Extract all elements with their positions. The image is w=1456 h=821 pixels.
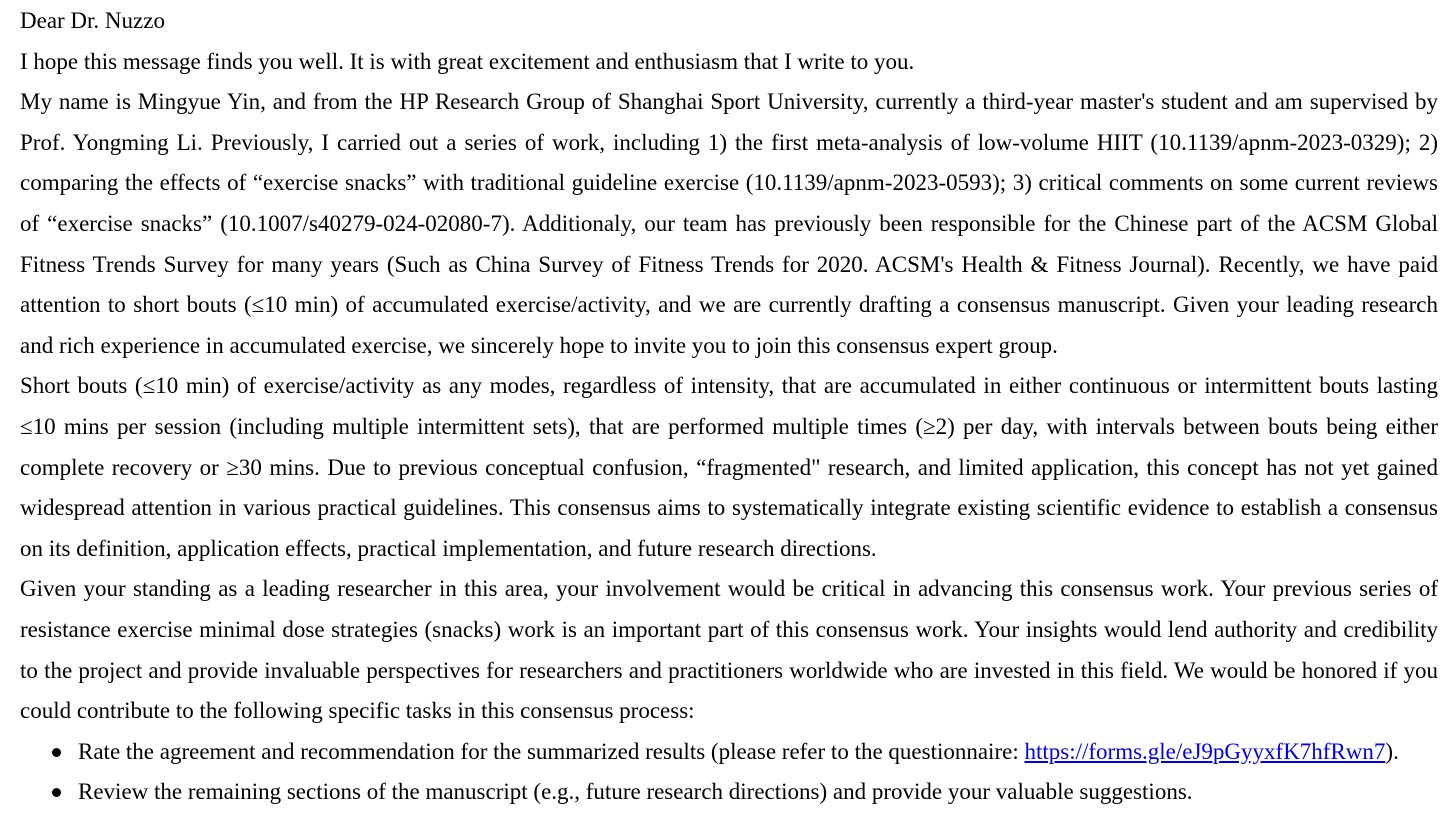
letter-body	[20, 1, 1438, 813]
bullet-icon	[52, 788, 61, 797]
opening-paragraph: I hope this message finds you well. It is with great excitement and enthusiasm that I write to you.	[20, 48, 915, 74]
task-text: Rate the agreement and recommendation for the summarized results (please refer to the questionnaire:	[78, 738, 1025, 764]
introduction-paragraph: My name is Mingyue Yin, and from the HP Research Group of Shanghai Sport University, currently a third-year master's student and am supervised by Prof. Yongming Li. Previously, I carried out a series of work, including 1) the first meta-analysis of low-volume HIIT (10.1139/apnm-2023-0329); 2) comparing the effects of “exercise snacks” with traditional guideline exercise (10.1139/apnm-2023-0593); 3) critical comments on some current reviews of “exercise snacks” (10.1007/s40279-024-02080-7). Additionaly, our team has previously been responsible for the Chinese part of the ACSM Global Fitness Trends Survey for many years (Such as China Survey of Fitness Trends for 2020. ACSM's Health & Fitness Journal). Recently, we have paid attention to short bouts (≤10 min) of accumulated exercise/activity, and we are currently drafting a consensus manuscript. Given your leading research and rich experience in accumulated exercise, we sincerely hope to invite you to join this consensus expert group.	[20, 89, 1438, 358]
definition-paragraph: Short bouts (≤10 min) of exercise/activity as any modes, regardless of intensity, that are accumulated in either continuous or intermittent bouts lasting ≤10 mins per session (including multiple intermittent sets), that are performed multiple times (≥2) per day, with intervals between bouts being either complete recovery or ≥30 mins. Due to previous conceptual confusion, “fragmented" research, and limited application, this concept has not yet gained widespread attention in various practical guidelines. This consensus aims to systematically integrate existing scientific evidence to establish a consensus on its definition, application effects, practical implementation, and future research directions.	[20, 373, 1438, 561]
invitation-paragraph: Given your standing as a leading researcher in this area, your involvement would be critical in advancing this consensus work. Your previous series of resistance exercise minimal dose strategies (snacks) work is an important part of this consensus work. Your insights would lend authority and credibility to the project and provide invaluable perspectives for researchers and practitioners worldwide who are invested in this field. We would be honored if you could contribute to the following specific tasks in this consensus process:	[20, 576, 1438, 724]
list-item	[78, 732, 1438, 773]
task-text: Review the remaining sections of the manuscript (e.g., future research directions) and provide your valuable suggestions.	[78, 779, 1193, 805]
questionnaire-link[interactable]: https://forms.gle/eJ9pGyyxfK7hfRwn7	[1024, 738, 1386, 764]
task-list	[20, 732, 1438, 813]
bullet-icon	[52, 748, 61, 757]
list-item	[78, 772, 1438, 813]
task-text-end: ).	[1385, 738, 1399, 764]
greeting: Dear Dr. Nuzzo	[20, 8, 165, 33]
